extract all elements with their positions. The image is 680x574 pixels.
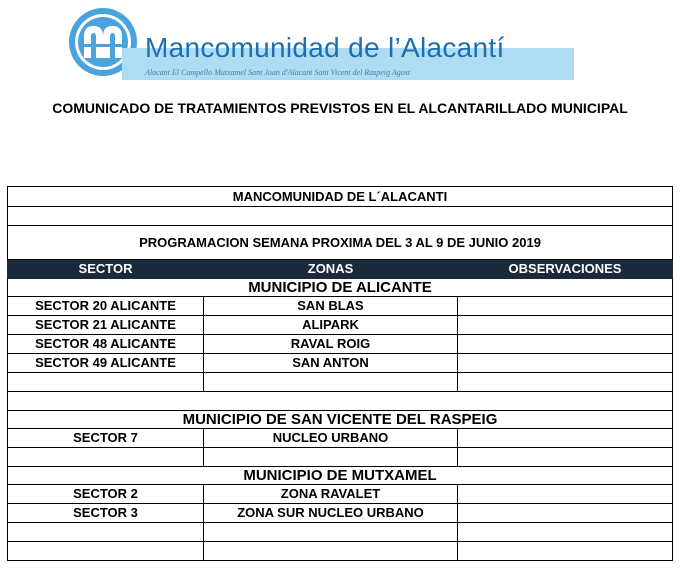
sector-cell: SECTOR 20 ALICANTE xyxy=(8,297,204,316)
header-zonas: ZONAS xyxy=(204,260,458,279)
header-observaciones: OBSERVACIONES xyxy=(458,260,673,279)
header-logo xyxy=(66,6,576,78)
observaciones-cell xyxy=(458,316,673,335)
zona-cell: NUCLEO URBANO xyxy=(204,429,458,448)
empty-row xyxy=(8,542,673,561)
table-row xyxy=(8,335,673,354)
sector-cell: SECTOR 7 xyxy=(8,429,204,448)
sector-cell: SECTOR 2 xyxy=(8,485,204,504)
table-title: MANCOMUNIDAD DE L´ALACANTI xyxy=(8,187,673,207)
table-row xyxy=(8,316,673,335)
logo-title: Mancomunidad de l’Alacantí xyxy=(145,32,505,63)
municipio-row xyxy=(8,411,673,429)
page-title: COMUNICADO DE TRATAMIENTOS PREVISTOS EN EL ALCANTARILLADO MUNICIPAL xyxy=(52,100,628,116)
schedule-table xyxy=(7,186,673,561)
municipio-row xyxy=(8,279,673,297)
observaciones-cell xyxy=(458,297,673,316)
observaciones-cell xyxy=(458,485,673,504)
table-row xyxy=(8,429,673,448)
observaciones-cell xyxy=(458,335,673,354)
programacion-text: PROGRAMACION SEMANA PROXIMA DEL 3 AL 9 DE JUNIO 2019 xyxy=(8,226,673,260)
table-row xyxy=(8,354,673,373)
observaciones-cell xyxy=(458,504,673,523)
zona-cell: SAN ANTON xyxy=(204,354,458,373)
table-row xyxy=(8,504,673,523)
zona-cell: ZONA RAVALET xyxy=(204,485,458,504)
municipio-name: MUNICIPIO DE SAN VICENTE DEL RASPEIG xyxy=(8,411,673,429)
empty-row xyxy=(8,523,673,542)
zona-cell: ALIPARK xyxy=(204,316,458,335)
observaciones-cell xyxy=(458,429,673,448)
sector-cell: SECTOR 49 ALICANTE xyxy=(8,354,204,373)
zona-cell: ZONA SUR NUCLEO URBANO xyxy=(204,504,458,523)
logo-subtitle: Alacant El Campello Mutxamel Sant Joan d'Alacant Sant Vicent del Raspeig Agost xyxy=(145,68,411,77)
sector-cell: SECTOR 3 xyxy=(8,504,204,523)
municipio-name: MUNICIPIO DE ALICANTE xyxy=(8,279,673,297)
empty-row xyxy=(8,448,673,467)
zona-cell: SAN BLAS xyxy=(204,297,458,316)
programacion-row xyxy=(8,226,673,260)
table-header-row xyxy=(8,260,673,279)
table-title-row xyxy=(8,187,673,207)
table-row xyxy=(8,485,673,504)
empty-row xyxy=(8,373,673,392)
zona-cell: RAVAL ROIG xyxy=(204,335,458,354)
sector-cell: SECTOR 21 ALICANTE xyxy=(8,316,204,335)
empty-row xyxy=(8,207,673,226)
municipio-row xyxy=(8,467,673,485)
observaciones-cell xyxy=(458,354,673,373)
municipio-name: MUNICIPIO DE MUTXAMEL xyxy=(8,467,673,485)
header-sector: SECTOR xyxy=(8,260,204,279)
sector-cell: SECTOR 48 ALICANTE xyxy=(8,335,204,354)
empty-row xyxy=(8,392,673,411)
table-row xyxy=(8,297,673,316)
